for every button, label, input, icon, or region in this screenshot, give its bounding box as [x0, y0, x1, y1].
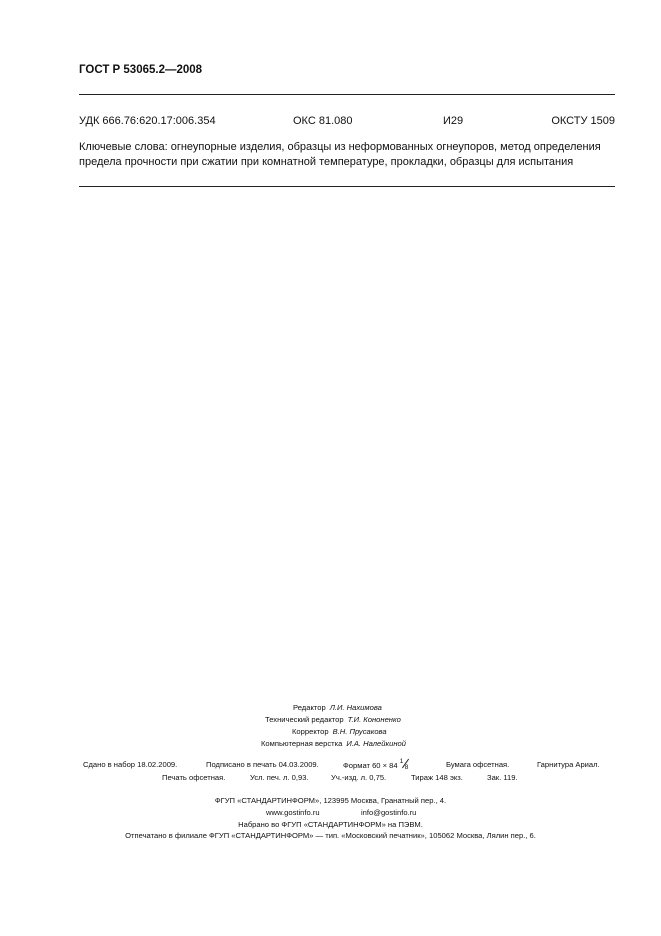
udk-code: УДК 666.76:620.17:006.354 — [79, 115, 216, 127]
imprint-typeface: Гарнитура Ариал. — [537, 760, 600, 769]
imprint-sent: Сдано в набор 18.02.2009. — [83, 760, 178, 769]
layout-name: И.А. Налейкиной — [346, 739, 406, 748]
tech-editor-label: Технический редактор — [265, 715, 344, 724]
layout-line — [261, 738, 406, 750]
proofreader-name: В.Н. Прусакова — [332, 727, 387, 736]
publisher-printed: Отпечатано в филиале ФГУП «СТАНДАРТИНФОРМ» — тип. «Московский печатник», 105062 Москва, Лялин пер., 6. — [125, 831, 536, 840]
document-title: ГОСТ Р 53065.2—2008 — [79, 64, 203, 76]
layout-label: Компьютерная верстка — [261, 739, 343, 748]
imprint-format — [343, 760, 410, 770]
bottom-divider — [79, 186, 615, 187]
imprint-sheets: Усл. печ. л. 0,93. — [250, 773, 309, 782]
okstu-code: ОКСТУ 1509 — [551, 115, 615, 127]
publisher-address: ФГУП «СТАНДАРТИНФОРМ», 123995 Москва, Гранатный пер., 4. — [214, 796, 447, 805]
editor-line — [293, 702, 382, 714]
publisher-email: info@gostinfo.ru — [361, 808, 417, 817]
publisher-website: www.gostinfo.ru — [266, 808, 320, 817]
format-fraction — [400, 760, 410, 770]
editor-name: Л.И. Нахимова — [329, 703, 382, 712]
imprint-paper: Бумага офсетная. — [446, 760, 510, 769]
format-numerator: 1 — [399, 758, 404, 765]
imprint-print: Печать офсетная. — [162, 773, 226, 782]
keywords-paragraph: Ключевые слова: огнеупорные изделия, образцы из неформованных огнеупоров, метод определения предела прочности при сжатии при комнатной температуре, прокладки, образцы для испытания — [79, 141, 601, 168]
imprint-order: Зак. 119. — [487, 773, 518, 782]
imprint-format-label: Формат 60 × 84 — [343, 761, 398, 770]
group-code: И29 — [443, 115, 464, 127]
imprint-pub-sheets: Уч.-изд. л. 0,75. — [331, 773, 387, 782]
tech-editor-name: Т.И. Кононенко — [347, 715, 401, 724]
top-divider — [79, 94, 615, 95]
proofreader-label: Корректор — [292, 727, 329, 736]
format-denominator: 8 — [404, 764, 409, 771]
tech-editor-line — [265, 714, 401, 726]
imprint-signed: Подписано в печать 04.03.2009. — [206, 760, 319, 769]
publisher-typeset: Набрано во ФГУП «СТАНДАРТИНФОРМ» на ПЭВМ. — [238, 820, 423, 829]
proofreader-line — [292, 726, 387, 738]
oks-code: ОКС 81.080 — [293, 115, 353, 127]
editor-label: Редактор — [293, 703, 326, 712]
imprint-run: Тираж 148 экз. — [411, 773, 463, 782]
